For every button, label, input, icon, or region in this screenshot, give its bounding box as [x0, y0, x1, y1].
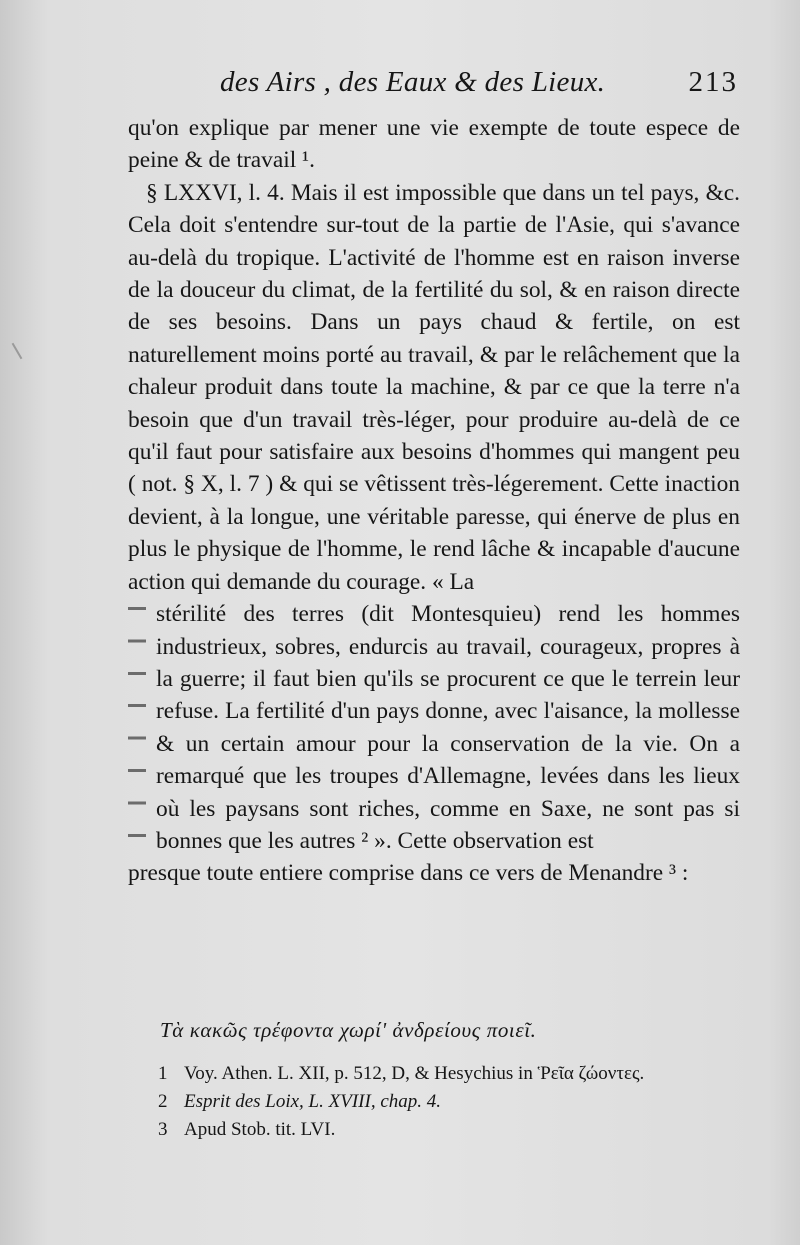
footnote [158, 1116, 748, 1144]
page-header [130, 62, 738, 102]
paragraph-menandre: presque toute entiere comprise dans ce vers de Menandre ³ : [128, 860, 689, 887]
montesquieu-quote: stérilité des terres (dit Montesquieu) rend les hommes industrieux, sobres, endurcis au travail, courageux, propres à la guerre; il faut bien qu'ils se procurent ce que le terrein leur refuse. La fertilité d'un pays donne, avec l'aisance, la mollesse & un certain amour pour la conservation de la vie. On a remarqué que les troupes d'Allemagne, levées dans les lieux où les paysans sont riches, comme en Saxe, ne sont pas si bonnes que les autres ² ». Cette observation est [128, 598, 740, 857]
footnotes [158, 1060, 748, 1144]
footnote-text: Esprit des Loix, L. XVIII, chap. 4. [184, 1091, 442, 1112]
paragraph-continuation: qu'on explique par mener une vie exempte de toute espece de peine & de travail ¹. [128, 115, 740, 174]
greek-verse: Τὰ κακῶς τρέφοντα χωρί' ἀνδρείους ποιεῖ. [160, 1018, 537, 1042]
footnote-number: 1 [158, 1063, 168, 1084]
footnote-text: Apud Stob. tit. LVI. [184, 1119, 336, 1140]
main-text [128, 112, 740, 890]
footnote [158, 1088, 748, 1116]
running-title: des Airs , des Eaux & des Lieux. [220, 66, 606, 98]
footnote-number: 3 [158, 1119, 168, 1140]
footnote [158, 1060, 748, 1088]
margin-mark [12, 343, 23, 360]
paragraph-lxxvi: § LXXVI, l. 4. Mais il est impossible que dans un tel pays, &c. Cela doit s'entendre sur-tout de la partie de l'Asie, qui s'avance au-delà du tropique. L'activité de l'homme est en raison inverse de la douceur du climat, de la fertilité du sol, & en raison directe de ses besoins. Dans un pays chaud & fertile, on est naturellement moins porté au travail, & par le relâchement que la chaleur produit dans toute la machine, & par ce que la terre n'a besoin que d'un travail très-léger, pour produire au-delà de ce qu'il faut pour satisfaire aux besoins d'hommes qui mangent peu ( not. § X, l. 7 ) & qui se vêtissent très-légerement. Cette inaction devient, à la longue, une véritable paresse, qui énerve de plus en plus le physique de l'homme, le rend lâche & incapable d'aucune action qui demande du courage. « La [128, 179, 740, 595]
footnote-number: 2 [158, 1091, 168, 1112]
page-number: 213 [688, 66, 738, 98]
footnote-text: Voy. Athen. L. XII, p. 512, D, & Hesychius in Ῥεῖα ζώοντες. [184, 1063, 645, 1084]
